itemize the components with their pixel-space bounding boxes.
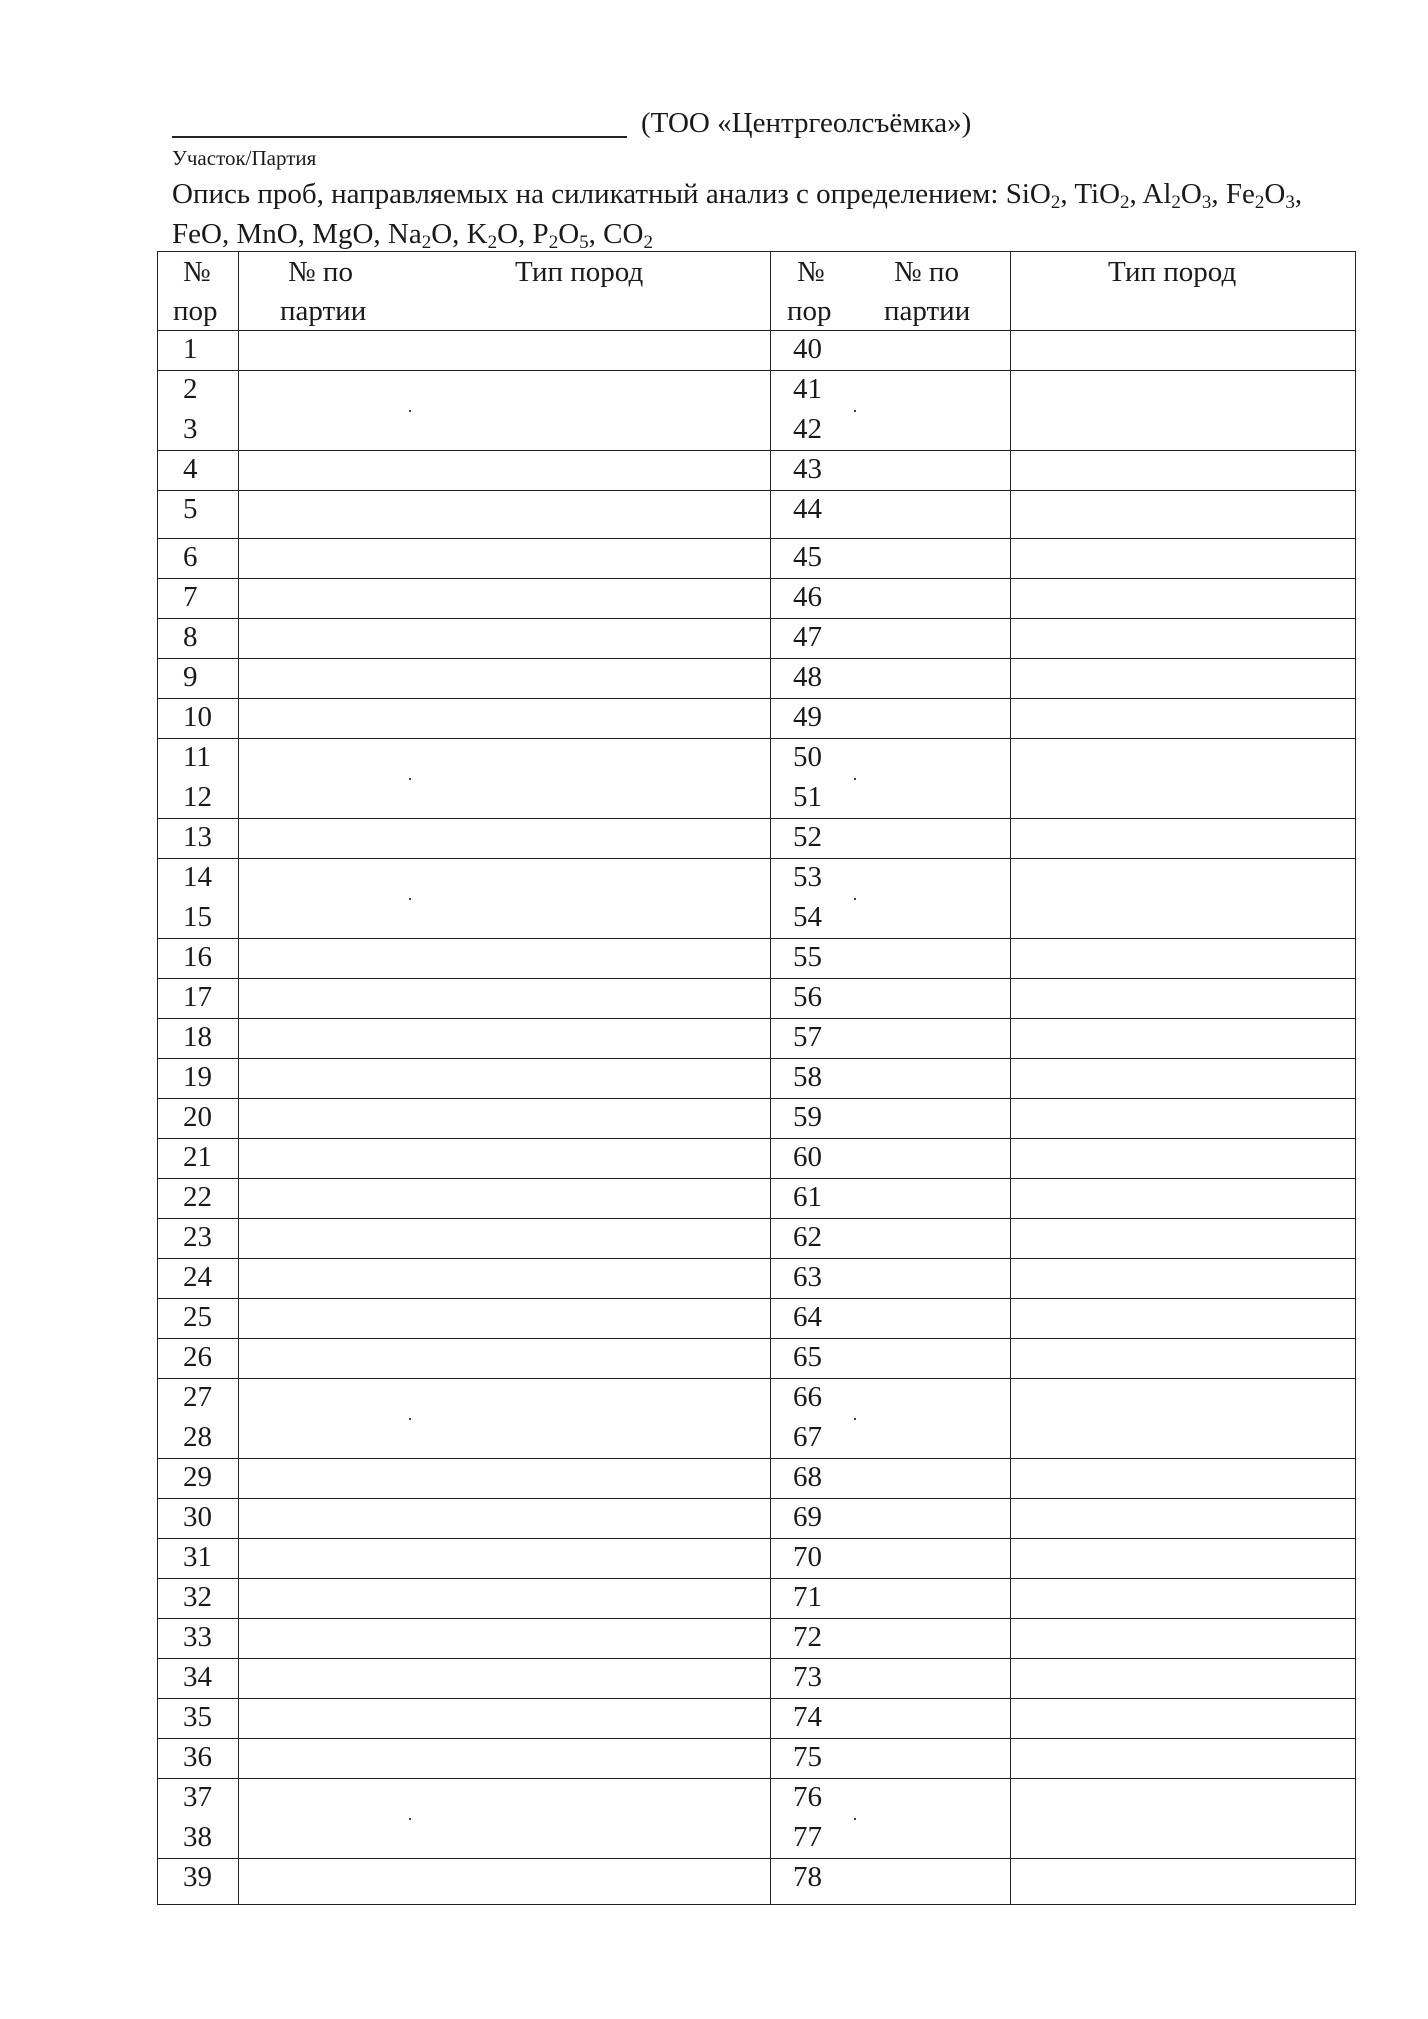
- organization-name: (ТОО «Центргеолсъёмка»): [641, 107, 972, 139]
- row-number-left: 35: [183, 1701, 212, 1733]
- row-number-left: 32: [183, 1581, 212, 1613]
- header-right-batch: № по: [894, 256, 959, 288]
- caption-subscript: 2: [548, 232, 559, 253]
- caption-subscript: 2: [1050, 192, 1061, 213]
- row-number-right: 54: [793, 901, 822, 933]
- row-divider: [157, 1538, 1356, 1539]
- row-number-left: 12: [183, 781, 212, 813]
- row-number-left: 2: [183, 373, 198, 405]
- row-number-left: 14: [183, 861, 212, 893]
- row-divider: [157, 1058, 1356, 1059]
- row-number-left: 15: [183, 901, 212, 933]
- row-divider: [157, 538, 1356, 539]
- row-divider: [157, 330, 1356, 331]
- row-divider: [157, 858, 1356, 859]
- row-number-right: 52: [793, 821, 822, 853]
- header-left-batch: № по: [288, 256, 353, 288]
- row-number-right: 51: [793, 781, 822, 813]
- caption-subscript: 5: [579, 232, 589, 253]
- row-number-left: 22: [183, 1181, 212, 1213]
- caption-text: O: [558, 218, 580, 250]
- row-number-left: 28: [183, 1421, 212, 1453]
- row-number-left: 16: [183, 941, 212, 973]
- row-number-right: 41: [793, 373, 822, 405]
- row-number-right: 68: [793, 1461, 822, 1493]
- row-number-right: 40: [793, 333, 822, 365]
- row-number-left: 10: [183, 701, 212, 733]
- header-left-rock-type: Тип пород: [515, 256, 644, 288]
- row-number-right: 74: [793, 1701, 822, 1733]
- caption-text: O, P: [497, 218, 549, 250]
- caption-text: , Al: [1129, 178, 1172, 210]
- row-number-right: 75: [793, 1741, 822, 1773]
- row-number-left: 17: [183, 981, 212, 1013]
- column-divider: [238, 251, 239, 1905]
- row-divider: [157, 978, 1356, 979]
- row-number-right: 67: [793, 1421, 822, 1453]
- row-number-left: 9: [183, 661, 198, 693]
- row-number-left: 13: [183, 821, 212, 853]
- row-divider: [157, 1738, 1356, 1739]
- row-divider: [157, 1098, 1356, 1099]
- header-right-batch-sub: партии: [884, 295, 971, 327]
- table-border: [157, 251, 1356, 1905]
- row-number-left: 20: [183, 1101, 212, 1133]
- scan-dot: [854, 1818, 856, 1820]
- row-number-right: 73: [793, 1661, 822, 1693]
- caption-text: , CO: [588, 218, 644, 250]
- row-number-right: 61: [793, 1181, 822, 1213]
- row-divider: [157, 1138, 1356, 1139]
- column-divider: [1010, 251, 1011, 1905]
- row-divider: [157, 938, 1356, 939]
- row-divider: [157, 1658, 1356, 1659]
- row-number-right: 48: [793, 661, 822, 693]
- row-number-left: 6: [183, 541, 198, 573]
- caption-text: O: [1180, 178, 1202, 210]
- row-number-right: 57: [793, 1021, 822, 1053]
- row-number-left: 34: [183, 1661, 212, 1693]
- row-number-right: 78: [793, 1861, 822, 1893]
- caption-text: Опись проб, направляемых на силикатный анализ с определением: SiO: [172, 178, 1051, 210]
- scan-dot: [409, 778, 411, 780]
- header-right-no: №: [797, 256, 825, 288]
- form-caption: [172, 174, 1322, 254]
- row-number-left: 18: [183, 1021, 212, 1053]
- caption-subscript: 2: [487, 232, 498, 253]
- row-number-left: 1: [183, 333, 198, 365]
- row-divider: [157, 1338, 1356, 1339]
- row-number-right: 76: [793, 1781, 822, 1813]
- row-divider: [157, 1618, 1356, 1619]
- row-divider: [157, 450, 1356, 451]
- row-divider: [157, 618, 1356, 619]
- caption-subscript: 3: [1201, 192, 1212, 213]
- row-number-right: 50: [793, 741, 822, 773]
- row-number-left: 25: [183, 1301, 212, 1333]
- header-right-rock-type: Тип пород: [1108, 256, 1237, 288]
- row-number-left: 29: [183, 1461, 212, 1493]
- row-divider: [157, 1178, 1356, 1179]
- row-divider: [157, 1498, 1356, 1499]
- row-number-right: 69: [793, 1501, 822, 1533]
- section-label: Участок/Партия: [172, 146, 317, 170]
- row-number-left: 8: [183, 621, 198, 653]
- caption-subscript: 2: [421, 232, 432, 253]
- row-divider: [157, 1258, 1356, 1259]
- caption-text: O: [1264, 178, 1286, 210]
- row-number-left: 4: [183, 453, 198, 485]
- row-divider: [157, 1218, 1356, 1219]
- caption-text: , TiO: [1060, 178, 1121, 210]
- row-number-left: 21: [183, 1141, 212, 1173]
- header-left-no: №: [183, 256, 211, 288]
- row-number-left: 23: [183, 1221, 212, 1253]
- row-divider: [157, 818, 1356, 819]
- header-right-no-sub: пор: [787, 295, 832, 327]
- row-number-right: 49: [793, 701, 822, 733]
- row-number-right: 56: [793, 981, 822, 1013]
- row-divider: [157, 1578, 1356, 1579]
- row-number-left: 3: [183, 413, 198, 445]
- row-divider: [157, 578, 1356, 579]
- row-number-left: 7: [183, 581, 198, 613]
- row-divider: [157, 1778, 1356, 1779]
- scan-dot: [409, 898, 411, 900]
- row-number-left: 37: [183, 1781, 212, 1813]
- row-number-right: 58: [793, 1061, 822, 1093]
- row-divider: [157, 490, 1356, 491]
- caption-subscript: 3: [1285, 192, 1295, 213]
- row-number-right: 70: [793, 1541, 822, 1573]
- row-number-right: 72: [793, 1621, 822, 1653]
- blank-signature-line: [172, 108, 627, 138]
- caption-subscript: 2: [1171, 192, 1181, 213]
- row-number-right: 77: [793, 1821, 822, 1853]
- caption-subscript: 2: [1254, 192, 1265, 213]
- caption-text: O, K: [431, 218, 488, 250]
- caption-subscript: 2: [1120, 192, 1130, 213]
- caption-subscript: 2: [643, 232, 653, 253]
- row-number-right: 43: [793, 453, 822, 485]
- scan-dot: [409, 1818, 411, 1820]
- column-divider: [770, 251, 771, 1905]
- row-number-left: 31: [183, 1541, 212, 1573]
- row-number-left: 38: [183, 1821, 212, 1853]
- row-number-right: 53: [793, 861, 822, 893]
- row-number-left: 27: [183, 1381, 212, 1413]
- row-divider: [157, 1698, 1356, 1699]
- row-number-right: 55: [793, 941, 822, 973]
- row-number-left: 19: [183, 1061, 212, 1093]
- row-number-left: 33: [183, 1621, 212, 1653]
- header-left-no-sub: пор: [173, 295, 218, 327]
- row-divider: [157, 738, 1356, 739]
- row-divider: [157, 698, 1356, 699]
- scan-dot: [854, 898, 856, 900]
- row-number-right: 45: [793, 541, 822, 573]
- scan-dot: [854, 410, 856, 412]
- row-divider: [157, 1018, 1356, 1019]
- scan-dot: [854, 1418, 856, 1420]
- row-number-right: 47: [793, 621, 822, 653]
- row-divider: [157, 370, 1356, 371]
- row-number-left: 39: [183, 1861, 212, 1893]
- header-left-batch-sub: партии: [280, 295, 367, 327]
- row-number-left: 11: [183, 741, 211, 773]
- scan-dot: [409, 1418, 411, 1420]
- header-line: [172, 108, 971, 138]
- caption-text: , FeO, MnO, MgO, Na: [172, 178, 1303, 250]
- scan-dot: [854, 778, 856, 780]
- row-number-right: 44: [793, 493, 822, 525]
- row-number-left: 24: [183, 1261, 212, 1293]
- row-number-right: 46: [793, 581, 822, 613]
- row-divider: [157, 1378, 1356, 1379]
- row-number-right: 42: [793, 413, 822, 445]
- row-number-right: 63: [793, 1261, 822, 1293]
- row-number-right: 59: [793, 1101, 822, 1133]
- row-number-right: 60: [793, 1141, 822, 1173]
- row-number-right: 66: [793, 1381, 822, 1413]
- row-divider: [157, 1298, 1356, 1299]
- row-divider: [157, 1858, 1356, 1859]
- row-divider: [157, 1458, 1356, 1459]
- caption-text: , Fe: [1211, 178, 1255, 210]
- row-number-right: 65: [793, 1341, 822, 1373]
- row-number-left: 5: [183, 493, 198, 525]
- row-number-left: 30: [183, 1501, 212, 1533]
- row-number-right: 62: [793, 1221, 822, 1253]
- scan-dot: [409, 410, 411, 412]
- sample-inventory-table: [157, 251, 1356, 1905]
- row-divider: [157, 658, 1356, 659]
- row-number-left: 26: [183, 1341, 212, 1373]
- row-number-right: 64: [793, 1301, 822, 1333]
- row-number-left: 36: [183, 1741, 212, 1773]
- row-number-right: 71: [793, 1581, 822, 1613]
